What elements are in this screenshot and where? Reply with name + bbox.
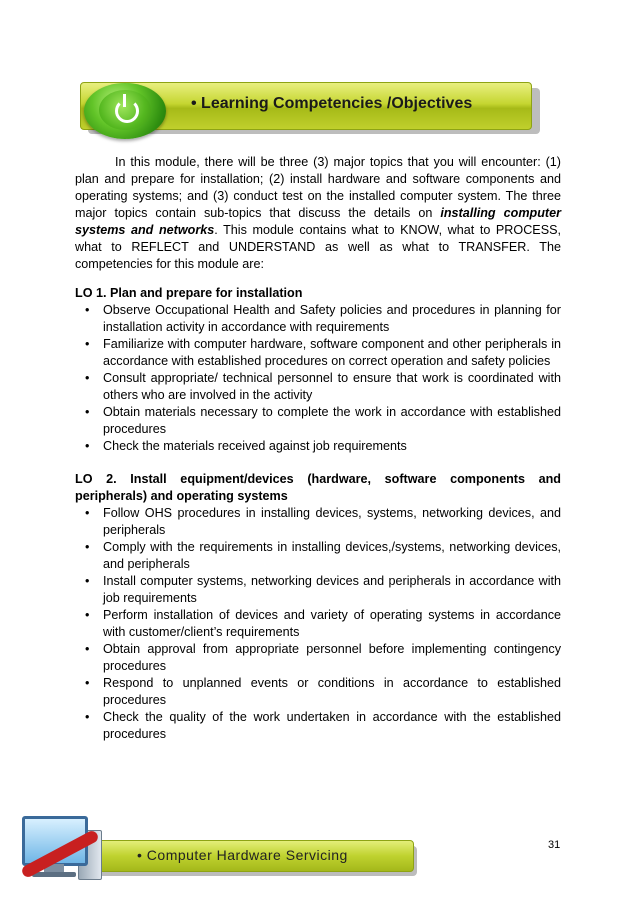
- bullet-icon: •: [85, 506, 90, 520]
- intro-text-1: In this module, there will be three (3) major topics that you will encounter: (1) plan and prepare for installation; (2) install hardware and software components and operating systems; and (3) conduct test on the installed computer system. The three major topics contain sub-topics that discuss the details on: [75, 155, 561, 220]
- list-item: • Comply with the requirements in installing devices,/systems, networking devices, and peripherals: [85, 540, 561, 571]
- lo2-list: [75, 505, 561, 743]
- main-content: [75, 154, 561, 755]
- list-item: • Observe Occupational Health and Safety policies and procedures in planning for installation activity in accordance with requirements: [85, 303, 561, 334]
- power-ring: [115, 99, 139, 123]
- bullet-icon: •: [85, 371, 90, 385]
- computer-icon: [14, 812, 104, 886]
- bullet-icon: •: [85, 710, 90, 724]
- computer-base: [32, 872, 76, 877]
- power-icon-inner: [99, 90, 151, 130]
- power-line: [123, 94, 126, 107]
- section-title: • Learning Competencies /Objectives: [191, 95, 473, 112]
- bullet-icon: •: [85, 676, 90, 690]
- lo1-heading: LO 1. Plan and prepare for installation: [75, 286, 303, 300]
- bullet-icon: •: [85, 337, 90, 351]
- list-item: • Install computer systems, networking devices and peripherals in accordance with job requirements: [85, 574, 561, 605]
- page-number: 31: [548, 839, 561, 851]
- list-item: • Consult appropriate/ technical personnel to ensure that work is coordinated with others who are involved in the activity: [85, 371, 561, 402]
- footer-title: • Computer Hardware Servicing: [137, 847, 348, 863]
- list-item: • Check the materials received against job requirements: [85, 439, 407, 453]
- list-item: • Check the quality of the work undertaken in accordance with the established procedures: [85, 710, 561, 741]
- intro-text-2: . This module contains what to KNOW, what to PROCESS, what to REFLECT and UNDERSTAND as well as what to TRANSFER. The competencies for this module are:: [75, 223, 561, 271]
- bullet-icon: •: [85, 608, 90, 622]
- list-item: • Perform installation of devices and variety of operating systems in accordance with customer/client’s requirements: [85, 608, 561, 639]
- bullet-icon: •: [85, 574, 90, 588]
- intro-paragraph: [75, 154, 561, 273]
- intro-emphasis: installing computer systems and networks: [75, 206, 562, 237]
- list-item: • Obtain materials necessary to complete the work in accordance with established procedures: [85, 405, 561, 436]
- list-item: • Respond to unplanned events or conditions in accordance to established procedures: [85, 676, 561, 707]
- list-item: • Familiarize with computer hardware, software component and other peripherals in accordance with established procedures on correct operation and safety policies: [85, 337, 561, 368]
- footer-banner: [92, 840, 414, 872]
- list-item: • Obtain approval from appropriate personnel before implementing contingency procedures: [85, 642, 561, 673]
- bullet-icon: •: [85, 540, 90, 554]
- bullet-icon: •: [85, 405, 90, 419]
- bullet-icon: •: [85, 439, 90, 453]
- bullet-icon: •: [85, 642, 90, 656]
- bullet-icon: •: [85, 303, 90, 317]
- lo1-list: [75, 302, 561, 455]
- power-icon: [84, 83, 166, 139]
- lo2-heading: LO 2. Install equipment/devices (hardware, software components and peripherals) and operating systems: [75, 472, 561, 503]
- list-item: • Follow OHS procedures in installing devices, systems, networking devices, and peripherals: [85, 506, 561, 537]
